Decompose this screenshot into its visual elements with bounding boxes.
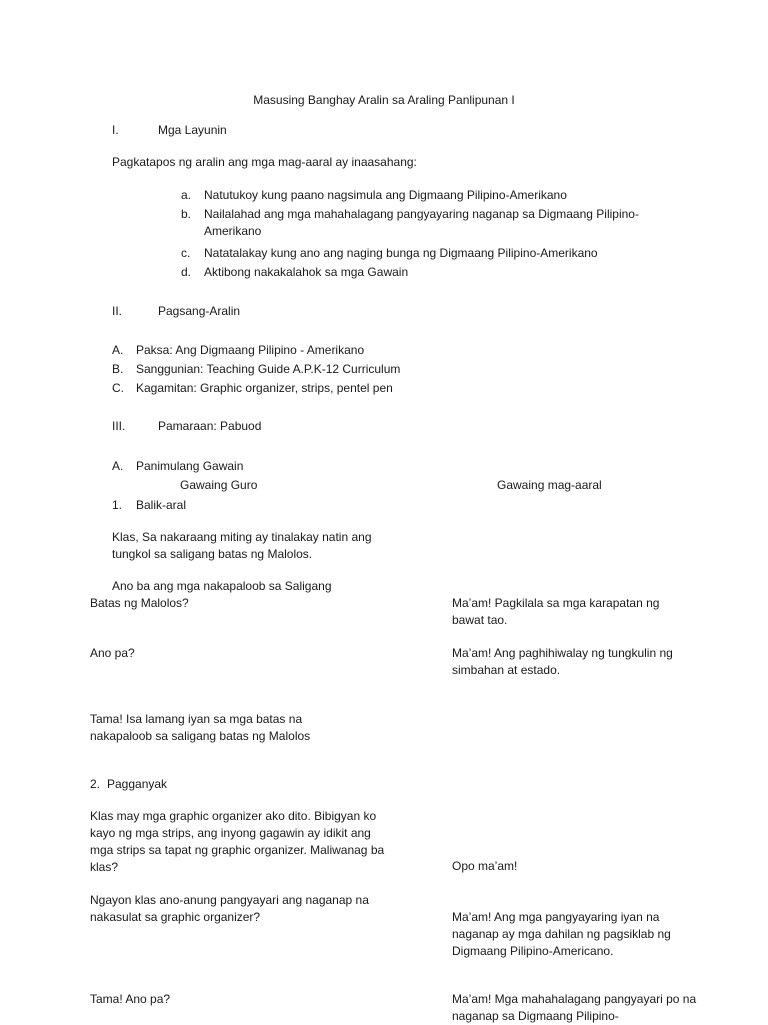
pagganyak-heading: Pagganyak [107,777,168,791]
section-1-heading: Mga Layunin [158,123,227,137]
objective-marker: c. [181,246,191,260]
pagganyak-marker: 2. [90,777,101,791]
section-3-heading: Pamaraan: Pabuod [158,419,262,433]
objective-item: Aktibong nakakalahok sa mga Gawain [204,265,409,279]
materials-marker: C. [112,381,124,395]
objective-marker: b. [181,207,192,221]
materials-item: Kagamitan: Graphic organizer, strips, pentel pen [136,381,393,395]
student-line: Ma’am! Ang paghihiwalay ng tungkulin ng simbahan at estado. [452,646,673,677]
teacher-line: Klas may mga graphic organizer ako dito. Bibigyan ko kayo ng mga strips, ang inyong gagawin ay idikit ang mga strips sa tapat ng graphic organizer. Maliwanag ba klas? [90,809,385,874]
section-2-heading: Pagsang-Aralin [158,304,241,318]
balik-aral-heading: Balik-aral [136,498,187,512]
student-line: Ma’am! Pagkilala sa mga karapatan ng bawat tao. [452,596,660,627]
objective-item: Natatalakay kung ano ang naging bunga ng Digmaang Pilipino-Amerikano [204,246,598,260]
teacher-line: Tama! Isa lamang iyan sa mga batas na nakapaloob sa saligang batas ng Malolos [90,712,311,743]
teacher-line: Ano ba ang mga nakapaloob sa Saligang [112,579,332,593]
section-3-numeral: III. [112,419,126,433]
objective-item: Natutukoy kung paano nagsimula ang Digmaang Pilipino-Amerikano [204,188,567,202]
subsection-heading: Panimulang Gawain [136,459,244,473]
section-1-numeral: I. [112,123,119,137]
reference-item: Sanggunian: Teaching Guide A.P.K-12 Curriculum [136,362,401,376]
student-line: Ma’am! Ang mga pangyayaring iyan na naganap ay mga dahilan ng pagsiklab ng Digmaang Pilipino-Americano. [452,910,671,958]
teacher-line: Klas, Sa nakaraang miting ay tinalakay natin ang tungkol sa saligang batas ng Malolos. [112,530,372,561]
reference-marker: B. [112,362,124,376]
student-line: Opo ma’am! [452,859,518,873]
objective-item: Nailalahad ang mga mahahalagang pangyayaring naganap sa Digmaang Pilipino-Amerikano [204,207,639,238]
teacher-line: Ano pa? [90,646,135,660]
teacher-line: Tama! Ano pa? [90,992,171,1006]
student-line: Ma’am! Mga mahahalagang pangyayari po na naganap sa Digmaang Pilipino- [452,992,697,1023]
subject-item: Paksa: Ang Digmaang Pilipino - Amerikano [136,343,365,357]
column-header-teacher: Gawaing Guro [180,478,258,492]
teacher-line: Ngayon klas ano-anung pangyayari ang naganap na nakasulat sa graphic organizer? [90,893,369,924]
objectives-intro: Pagkatapos ng aralin ang mga mag-aaral ay inaasahang: [112,155,417,169]
subject-marker: A. [112,343,124,357]
balik-aral-marker: 1. [112,498,123,512]
objective-marker: a. [181,188,192,202]
section-2-numeral: II. [112,304,123,318]
page-title: Masusing Banghay Aralin sa Araling Panlipunan I [253,93,515,107]
teacher-line: Batas ng Malolos? [90,596,189,610]
objective-marker: d. [181,265,192,279]
subsection-marker: A. [112,459,124,473]
column-header-student: Gawaing mag-aaral [497,478,602,492]
